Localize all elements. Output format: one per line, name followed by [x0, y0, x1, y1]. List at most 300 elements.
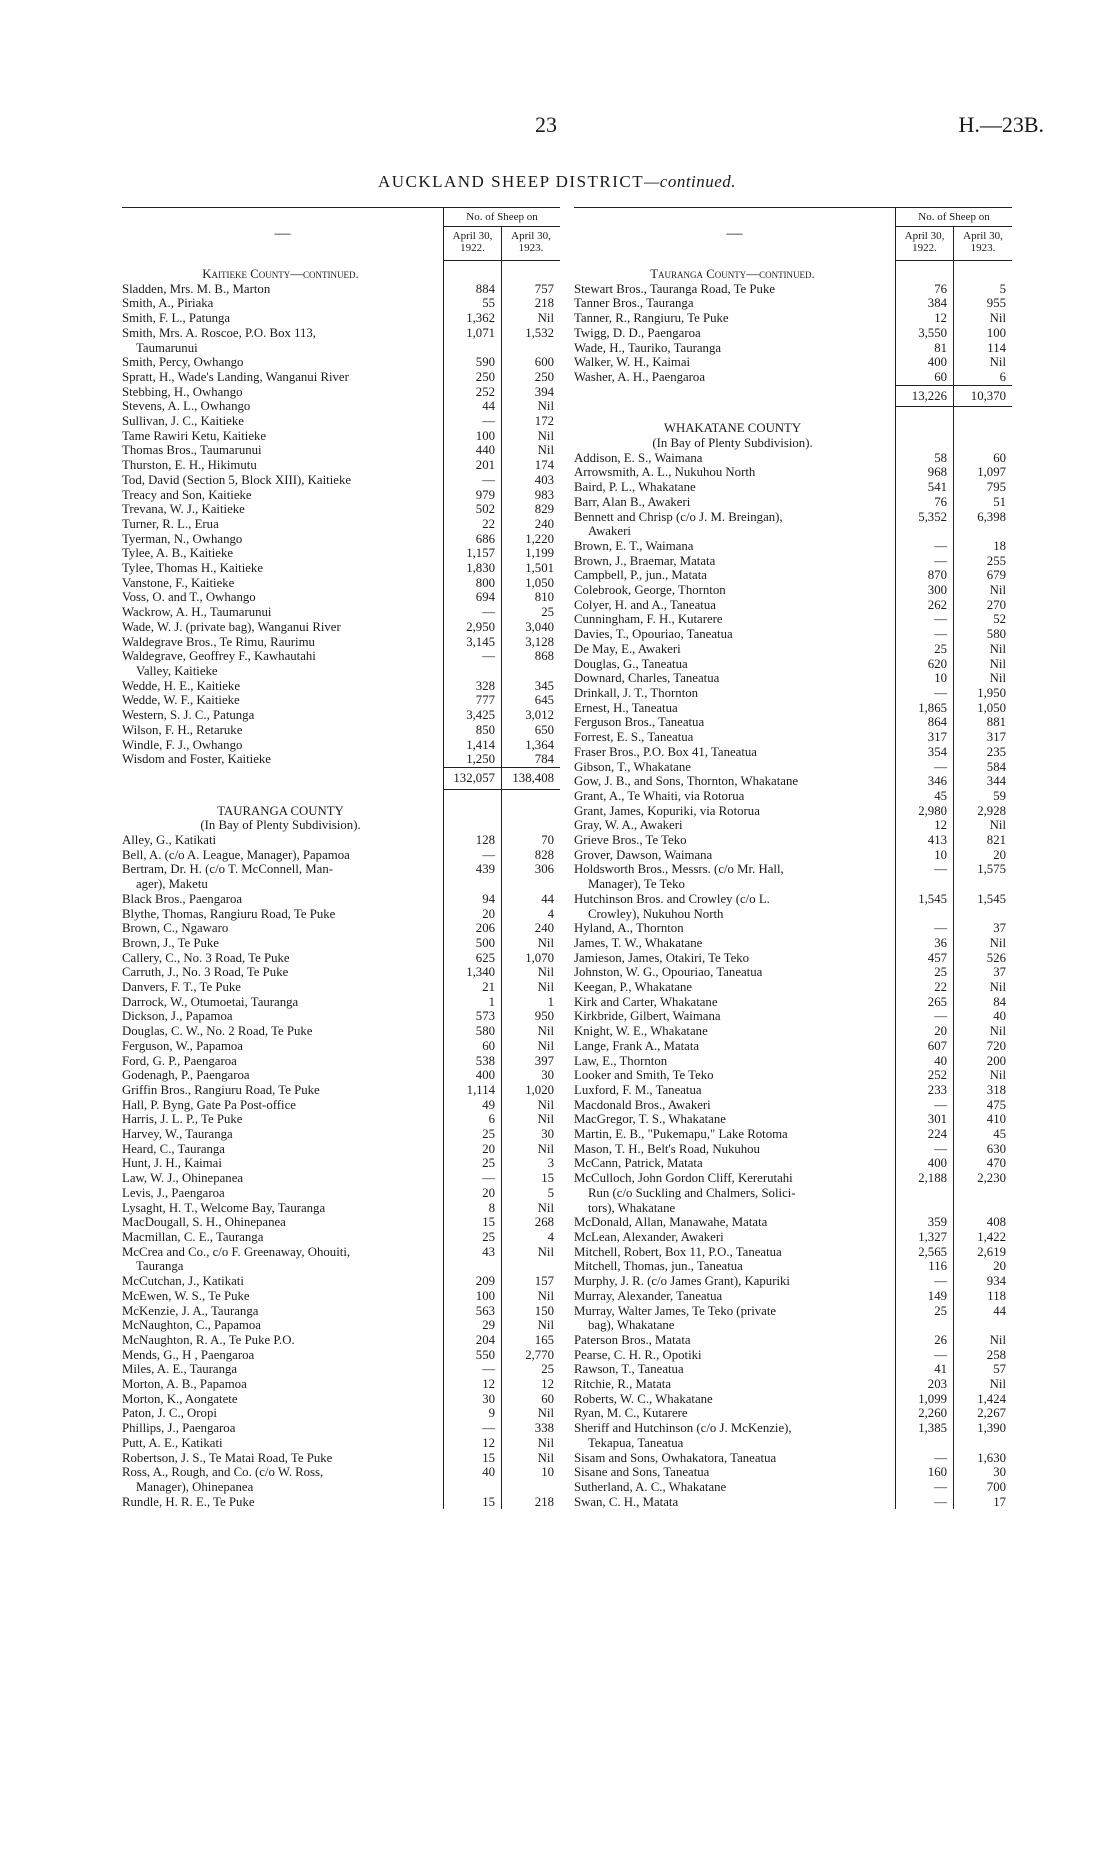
- entry-name: Washer, A. H., Paengaroa: [574, 369, 706, 384]
- sheep-table-left: [122, 207, 560, 1509]
- sheep-count-1922: 25: [444, 1127, 502, 1142]
- table-row: [122, 1201, 560, 1216]
- entry-name: McCann, Patrick, Matata: [574, 1156, 703, 1171]
- sheep-count-1922: 252: [896, 1068, 954, 1083]
- entry-name: Godenagh, P., Paengaroa: [122, 1068, 250, 1083]
- sheep-count-1923: 70: [502, 833, 561, 848]
- table-row: [574, 862, 1012, 877]
- sheep-count-1922: 1,071: [444, 326, 502, 341]
- sheep-count-1923: 40: [954, 1009, 1013, 1024]
- sheep-count-1923: Nil: [954, 311, 1013, 326]
- table-row: [122, 1451, 560, 1466]
- sheep-count-1922: [444, 804, 502, 819]
- table-row: [122, 502, 560, 517]
- sheep-count-1922: 233: [896, 1083, 954, 1098]
- table-row: [122, 399, 560, 414]
- entry-name: Darrock, W., Otumoetai, Tauranga: [122, 994, 299, 1009]
- sheep-count-1922: 81: [896, 341, 954, 356]
- section-heading: TAURANGA COUNTY: [217, 803, 344, 818]
- table-row: [122, 414, 560, 429]
- sheep-count-1922: 1,362: [444, 311, 502, 326]
- sheep-count-1922: —: [896, 1142, 954, 1157]
- sheep-count-1922: 15: [444, 1451, 502, 1466]
- entry-name: Sutherland, A. C., Whakatane: [574, 1479, 727, 1494]
- sheep-count-1922: —: [896, 1451, 954, 1466]
- table-row: [574, 745, 1012, 760]
- entry-name: Baird, P. L., Whakatane: [574, 480, 696, 495]
- sheep-count-1923: 51: [954, 495, 1013, 510]
- sheep-count-1922: 563: [444, 1304, 502, 1319]
- entry-name: [574, 385, 896, 407]
- sheep-count-1922: —: [444, 649, 502, 664]
- entry-name: Tekapua, Taneatua: [588, 1435, 684, 1450]
- sheep-count-1922: 1,327: [896, 1230, 954, 1245]
- sheep-count-1923: [502, 818, 561, 833]
- table-row: [122, 1289, 560, 1304]
- entry-name: Paterson Bros., Matata: [574, 1332, 691, 1347]
- entry-name: Waldegrave Bros., Te Rimu, Raurimu: [122, 634, 315, 649]
- entry-name: Valley, Kaitieke: [136, 663, 218, 678]
- sheep-count-1922: [896, 877, 954, 892]
- sheep-count-1922: 354: [896, 745, 954, 760]
- sheep-count-1923: 52: [954, 612, 1013, 627]
- header-dash: —: [574, 208, 896, 261]
- sheep-count-1922: [896, 1201, 954, 1216]
- table-row: [574, 1333, 1012, 1348]
- entry-name: Heard, C., Tauranga: [122, 1141, 225, 1156]
- entry-name: Martin, E. B., "Pukemapu," Lake Rotoma: [574, 1127, 788, 1142]
- sheep-count-1923: 1,950: [954, 686, 1013, 701]
- table-row: [574, 892, 1012, 907]
- table-row: [574, 671, 1012, 686]
- sheep-count-1923: [502, 1259, 561, 1274]
- sheep-count-1923: 250: [502, 370, 561, 385]
- table-row: [122, 282, 560, 297]
- table-row: [122, 1068, 560, 1083]
- entry-name: Grant, James, Kopuriki, via Rotorua: [574, 803, 760, 818]
- table-row: [574, 1451, 1012, 1466]
- sheep-count-1922: —: [896, 539, 954, 554]
- sheep-count-1923: 30: [954, 1465, 1013, 1480]
- entry-name: Manager), Ohinepanea: [136, 1479, 254, 1494]
- table-row: [574, 818, 1012, 833]
- sheep-count-1923: 1,020: [502, 1083, 561, 1098]
- sheep-count-1923: [954, 421, 1013, 436]
- sheep-count-1923: [954, 907, 1013, 922]
- table-row: [122, 649, 560, 664]
- table-row: [574, 495, 1012, 510]
- sheep-count-1923: 475: [954, 1098, 1013, 1113]
- sheep-count-1922: 45: [896, 789, 954, 804]
- entry-name: ager), Maketu: [136, 877, 208, 892]
- table-row: [574, 326, 1012, 341]
- table-row: [574, 1215, 1012, 1230]
- entry-name: Cunningham, F. H., Kutarere: [574, 612, 723, 627]
- sheep-count-1923: 138,408: [502, 767, 561, 789]
- sheep-count-1922: [444, 664, 502, 679]
- entry-name: Callery, C., No. 3 Road, Te Puke: [122, 950, 290, 965]
- table-row: [574, 539, 1012, 554]
- entry-name: (In Bay of Plenty Subdivision).: [652, 436, 813, 451]
- sheep-count-1923: 821: [954, 833, 1013, 848]
- entry-name: Tod, David (Section 5, Block XIII), Kaitieke: [122, 472, 352, 487]
- entry-name: Ferguson Bros., Taneatua: [574, 715, 705, 730]
- sheep-count-1922: 8: [444, 1201, 502, 1216]
- sheep-count-1922: 10: [896, 848, 954, 863]
- table-row: [122, 1495, 560, 1510]
- entry-name: Carruth, J., No. 3 Road, Te Puke: [122, 965, 289, 980]
- sheep-count-1923: 317: [954, 730, 1013, 745]
- entry-name: Sisam and Sons, Owhakatora, Taneatua: [574, 1450, 777, 1465]
- sheep-count-1923: 240: [502, 517, 561, 532]
- sheep-count-1923: 1,575: [954, 862, 1013, 877]
- cont-row: [122, 1259, 560, 1274]
- table-row: [574, 1362, 1012, 1377]
- entry-name: Miles, A. E., Tauranga: [122, 1362, 238, 1377]
- sheep-count-1922: 22: [444, 517, 502, 532]
- sheep-count-1923: [502, 877, 561, 892]
- entry-name: Taumarunui: [136, 340, 198, 355]
- sheep-count-1923: 345: [502, 679, 561, 694]
- sheep-count-1922: [444, 818, 502, 833]
- sheep-count-1923: 157: [502, 1274, 561, 1289]
- table-row: [574, 760, 1012, 775]
- sheep-count-1922: 265: [896, 995, 954, 1010]
- entry-name: Alley, G., Katikati: [122, 833, 217, 848]
- sheep-count-1922: [896, 267, 954, 282]
- sheep-count-1922: 36: [896, 936, 954, 951]
- sheep-count-1923: 470: [954, 1156, 1013, 1171]
- sheep-count-1923: 630: [954, 1142, 1013, 1157]
- entry-name: Davies, T., Opouriao, Taneatua: [574, 627, 733, 642]
- entry-name: Morton, A. B., Papamoa: [122, 1377, 247, 1392]
- sheep-count-1923: Nil: [502, 1098, 561, 1113]
- sheep-count-1922: 400: [444, 1068, 502, 1083]
- entry-name: James, T. W., Whakatane: [574, 935, 703, 950]
- sheep-count-1922: 384: [896, 296, 954, 311]
- sheep-count-1922: 1,250: [444, 752, 502, 767]
- entry-name: De May, E., Awakeri: [574, 641, 681, 656]
- sheep-count-1922: [896, 1186, 954, 1201]
- entry-name: [122, 767, 444, 789]
- entry-name: Bertram, Dr. H. (c/o T. McConnell, Man-: [122, 862, 333, 877]
- sheep-count-1923: 3,012: [502, 708, 561, 723]
- sheep-count-1923: Nil: [954, 671, 1013, 686]
- entry-name: McNaughton, R. A., Te Puke P.O.: [122, 1332, 295, 1347]
- header-group: No. of Sheep on: [444, 208, 561, 227]
- sheep-count-1922: —: [896, 686, 954, 701]
- sheep-count-1923: 2,928: [954, 804, 1013, 819]
- sheep-count-1923: 12: [502, 1377, 561, 1392]
- sheep-count-1922: 440: [444, 443, 502, 458]
- sheep-count-1922: 55: [444, 296, 502, 311]
- table-row: [574, 1083, 1012, 1098]
- sheep-count-1923: 6: [954, 370, 1013, 385]
- entry-name: Harvey, W., Tauranga: [122, 1127, 233, 1142]
- entry-name: Stewart Bros., Tauranga Road, Te Puke: [574, 281, 776, 296]
- cont-row: [122, 1480, 560, 1495]
- table-row: [122, 1098, 560, 1113]
- sheep-count-1922: —: [896, 921, 954, 936]
- cont-row: [574, 907, 1012, 922]
- table-row: [122, 326, 560, 341]
- sheep-count-1922: 12: [896, 311, 954, 326]
- table-row: [574, 1421, 1012, 1436]
- entry-name: Luxford, F. M., Taneatua: [574, 1082, 702, 1097]
- entry-name: Smith, Percy, Owhango: [122, 355, 244, 370]
- header-group: No. of Sheep on: [896, 208, 1013, 227]
- sheep-count-1922: [896, 436, 954, 451]
- sub-row: [574, 436, 1012, 451]
- table-row: [122, 708, 560, 723]
- sheep-count-1922: —: [444, 1171, 502, 1186]
- sheep-count-1922: 3,145: [444, 635, 502, 650]
- sheep-count-1922: 60: [444, 1039, 502, 1054]
- sheep-count-1923: Nil: [502, 1436, 561, 1451]
- sheep-count-1922: 100: [444, 429, 502, 444]
- entry-name: Wedde, W. F., Kaitieke: [122, 693, 240, 708]
- sheep-count-1922: 2,260: [896, 1406, 954, 1421]
- entry-name: Douglas, C. W., No. 2 Road, Te Puke: [122, 1024, 313, 1039]
- entry-name: Roberts, W. C., Whakatane: [574, 1391, 713, 1406]
- sheep-count-1923: 410: [954, 1112, 1013, 1127]
- sheep-count-1922: —: [896, 1274, 954, 1289]
- sheep-count-1922: 1,099: [896, 1392, 954, 1407]
- sheep-count-1923: Nil: [502, 429, 561, 444]
- entry-name: Sheriff and Hutchinson (c/o J. McKenzie),: [574, 1421, 792, 1436]
- entry-name: Twigg, D. D., Paengaroa: [574, 325, 701, 340]
- entry-name: Forrest, E. S., Taneatua: [574, 730, 694, 745]
- sheep-count-1923: Nil: [502, 1039, 561, 1054]
- sheep-count-1922: 29: [444, 1318, 502, 1333]
- sheep-count-1923: [954, 436, 1013, 451]
- table-row: [574, 804, 1012, 819]
- county-row: [574, 421, 1012, 436]
- entry-name: Wedde, H. E., Kaitieke: [122, 678, 241, 693]
- sheep-count-1923: 784: [502, 752, 561, 767]
- table-row: [122, 1406, 560, 1421]
- table-row: [122, 1142, 560, 1157]
- entry-name: Keegan, P., Whakatane: [574, 980, 693, 995]
- sheep-count-1923: 165: [502, 1333, 561, 1348]
- entry-name: Brown, E. T., Waimana: [574, 538, 694, 553]
- entry-name: Gray, W. A., Awakeri: [574, 818, 683, 833]
- sheep-count-1923: 679: [954, 568, 1013, 583]
- sheep-count-1922: 25: [444, 1156, 502, 1171]
- sheep-count-1922: 979: [444, 488, 502, 503]
- sheep-count-1922: 625: [444, 951, 502, 966]
- table-row: [122, 1039, 560, 1054]
- entry-name: Bennett and Chrisp (c/o J. M. Breingan),: [574, 509, 783, 524]
- sheep-count-1922: 204: [444, 1333, 502, 1348]
- sheep-count-1923: Nil: [954, 1068, 1013, 1083]
- entry-name: MacGregor, T. S., Whakatane: [574, 1112, 726, 1127]
- entry-name: (In Bay of Plenty Subdivision).: [200, 818, 361, 833]
- sheep-count-1923: Nil: [954, 1377, 1013, 1392]
- table-row: [122, 936, 560, 951]
- sheep-count-1922: 209: [444, 1274, 502, 1289]
- table-row: [574, 642, 1012, 657]
- sheep-count-1922: —: [896, 1098, 954, 1113]
- entry-name: Paton, J. C., Oropi: [122, 1406, 217, 1421]
- sheep-count-1922: 12: [444, 1377, 502, 1392]
- cont-row: [574, 1186, 1012, 1201]
- table-row: [122, 1215, 560, 1230]
- sheep-count-1922: 149: [896, 1289, 954, 1304]
- sheep-count-1923: 44: [502, 892, 561, 907]
- table-row: [574, 568, 1012, 583]
- table-row: [574, 1039, 1012, 1054]
- table-row: [122, 723, 560, 738]
- sheep-count-1923: 18: [954, 539, 1013, 554]
- sheep-count-1922: 43: [444, 1245, 502, 1260]
- table-row: [122, 1304, 560, 1319]
- entry-name: Spratt, H., Wade's Landing, Wanganui River: [122, 369, 349, 384]
- table-row: [122, 605, 560, 620]
- entry-name: Kirkbride, Gilbert, Waimana: [574, 1009, 721, 1024]
- table-row: [122, 635, 560, 650]
- sheep-count-1922: 1,340: [444, 965, 502, 980]
- sheep-count-1923: 403: [502, 473, 561, 488]
- table-row: [122, 1421, 560, 1436]
- sheep-count-1922: 580: [444, 1024, 502, 1039]
- sheep-count-1923: 1,422: [954, 1230, 1013, 1245]
- table-row: [122, 995, 560, 1010]
- table-row: [574, 980, 1012, 995]
- entry-name: Hunt, J. H., Kaimai: [122, 1156, 222, 1171]
- sheep-count-1923: [502, 341, 561, 356]
- sheep-count-1923: 5: [502, 1186, 561, 1201]
- sheep-count-1923: 4: [502, 1230, 561, 1245]
- sheep-count-1922: 3,550: [896, 326, 954, 341]
- sheep-count-1922: 317: [896, 730, 954, 745]
- sheep-count-1923: Nil: [502, 1318, 561, 1333]
- sheep-count-1922: 1,414: [444, 738, 502, 753]
- sheep-count-1922: 850: [444, 723, 502, 738]
- sheep-count-1923: 584: [954, 760, 1013, 775]
- table-row: [574, 1068, 1012, 1083]
- sheep-count-1923: [954, 524, 1013, 539]
- cont-row: [122, 877, 560, 892]
- table-row: [122, 517, 560, 532]
- sheep-count-1923: 25: [502, 1362, 561, 1377]
- document-reference: H.—23B.: [958, 112, 1044, 137]
- entry-name: McLean, Alexander, Awakeri: [574, 1230, 724, 1244]
- entry-name: Tylee, A. B., Kaitieke: [122, 546, 234, 561]
- table-row: [574, 465, 1012, 480]
- sheep-count-1922: 262: [896, 598, 954, 613]
- sheep-count-1922: 968: [896, 465, 954, 480]
- sheep-count-1923: 174: [502, 458, 561, 473]
- sub-row: [122, 818, 560, 833]
- table-row: [574, 1465, 1012, 1480]
- table-row: [574, 774, 1012, 789]
- table-row: [574, 701, 1012, 716]
- sheep-count-1923: 57: [954, 1362, 1013, 1377]
- sheep-count-1922: —: [896, 862, 954, 877]
- table-row: [122, 921, 560, 936]
- entry-name: Danvers, F. T., Te Puke: [122, 980, 241, 995]
- table-row: [574, 730, 1012, 745]
- sheep-count-1923: [954, 1318, 1013, 1333]
- sheep-count-1922: 6: [444, 1112, 502, 1127]
- sheep-count-1922: 203: [896, 1377, 954, 1392]
- sheep-count-1923: Nil: [954, 1024, 1013, 1039]
- table-row: [122, 443, 560, 458]
- entry-name: Tylee, Thomas H., Kaitieke: [122, 561, 264, 576]
- table-row: [122, 429, 560, 444]
- table-row: [122, 1230, 560, 1245]
- entry-name: Tauranga: [136, 1259, 184, 1274]
- sheep-count-1922: 25: [896, 1304, 954, 1319]
- table-row: [122, 1362, 560, 1377]
- table-row: [122, 1054, 560, 1069]
- entry-name: McCutchan, J., Katikati: [122, 1274, 244, 1289]
- sheep-count-1923: 4: [502, 907, 561, 922]
- sheep-count-1922: 607: [896, 1039, 954, 1054]
- sheep-count-1922: [896, 1436, 954, 1451]
- table-row: [122, 693, 560, 708]
- entry-name: McCrea and Co., c/o F. Greenaway, Ohouiti,: [122, 1244, 351, 1259]
- sheep-count-1923: 829: [502, 502, 561, 517]
- entry-name: Robertson, J. S., Te Matai Road, Te Puke: [122, 1450, 333, 1465]
- sheep-count-1922: 21: [444, 980, 502, 995]
- sheep-count-1923: 240: [502, 921, 561, 936]
- entry-name: Murphy, J. R. (c/o James Grant), Kapuriki: [574, 1274, 790, 1289]
- sheep-count-1922: 20: [444, 907, 502, 922]
- entry-name: Blythe, Thomas, Rangiuru Road, Te Puke: [122, 906, 336, 921]
- sheep-count-1922: 800: [444, 576, 502, 591]
- entry-name: Thurston, E. H., Hikimutu: [122, 458, 257, 473]
- sheep-count-1923: 37: [954, 965, 1013, 980]
- sheep-count-1923: 10: [502, 1465, 561, 1480]
- table-row: [122, 561, 560, 576]
- sheep-count-1923: Nil: [502, 980, 561, 995]
- table-row: [122, 752, 560, 767]
- sheep-count-1922: 20: [896, 1024, 954, 1039]
- page-number: 23: [535, 112, 557, 137]
- sheep-count-1922: 58: [896, 451, 954, 466]
- cont-row: [574, 1436, 1012, 1451]
- table-row: [574, 1230, 1012, 1245]
- table-row: [574, 1392, 1012, 1407]
- sheep-count-1923: 2,230: [954, 1171, 1013, 1186]
- entry-name: Manager), Te Teko: [588, 877, 685, 892]
- sheep-count-1922: 884: [444, 282, 502, 297]
- sheep-count-1922: 346: [896, 774, 954, 789]
- section-heading: Kaitieke County—continued.: [202, 267, 359, 281]
- sheep-count-1923: 150: [502, 1304, 561, 1319]
- entry-name: Trevana, W. J., Kaitieke: [122, 502, 245, 517]
- section-row: [122, 267, 560, 282]
- table-row: [122, 848, 560, 863]
- sheep-count-1923: 700: [954, 1480, 1013, 1495]
- sheep-count-1923: 408: [954, 1215, 1013, 1230]
- sheep-count-1922: 128: [444, 833, 502, 848]
- table-row: [574, 965, 1012, 980]
- sheep-count-1923: 1,070: [502, 951, 561, 966]
- table-row: [574, 995, 1012, 1010]
- sheep-count-1923: 318: [954, 1083, 1013, 1098]
- sheep-count-1922: 15: [444, 1215, 502, 1230]
- entry-name: Murray, Walter James, Te Teko (private: [574, 1303, 777, 1318]
- sheep-count-1922: 1,545: [896, 892, 954, 907]
- table-row: [122, 1024, 560, 1039]
- sheep-count-1923: 1,630: [954, 1451, 1013, 1466]
- entry-name: Griffin Bros., Rangiuru Road, Te Puke: [122, 1082, 320, 1097]
- sheep-count-1922: 41: [896, 1362, 954, 1377]
- sheep-count-1922: 328: [444, 679, 502, 694]
